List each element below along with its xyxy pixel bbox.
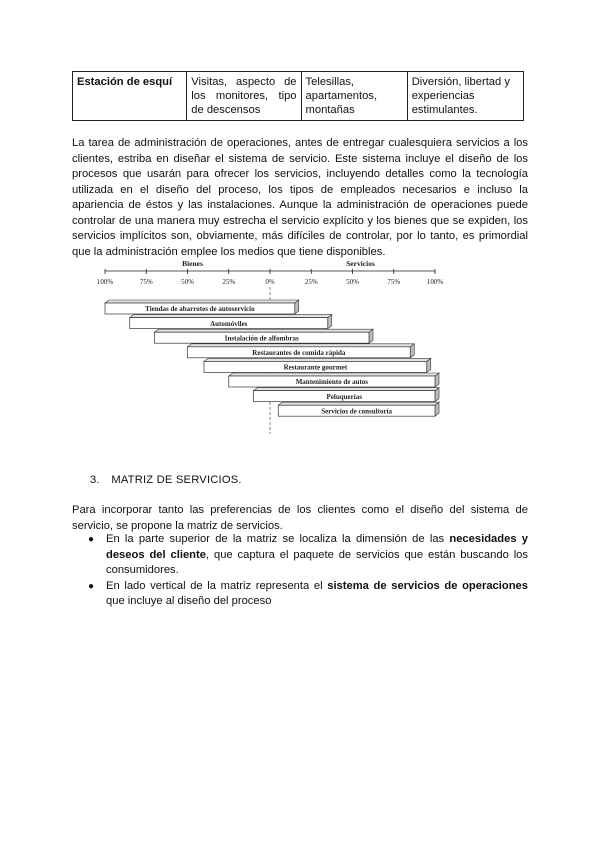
- bar-top: [229, 373, 439, 376]
- tick-label: 25%: [222, 278, 236, 286]
- section-heading: [90, 474, 242, 486]
- chart-svg: [95, 258, 455, 434]
- bullet-bold: necesidades y deseos del cliente: [106, 533, 528, 561]
- axis-group-label-services: Servicios: [346, 259, 375, 268]
- bullet-item: [84, 579, 528, 610]
- bar-top: [204, 358, 431, 361]
- bar-label: Servicios de consultoría: [321, 407, 393, 416]
- table-cell-implicit: Diversión, libertad y experiencias estimulantes.: [407, 72, 523, 121]
- bullet-bold: sistema de servicios de operaciones: [327, 579, 528, 592]
- tick-label: 25%: [304, 278, 318, 286]
- bullet-pre: En la parte superior de la matriz se localiza la dimensión de las: [106, 533, 450, 545]
- bar-top: [130, 315, 332, 318]
- table-cell-facilities: Telesillas, apartamentos, montañas: [301, 72, 407, 121]
- table-row: [73, 72, 524, 121]
- bullet-dot-icon: ●: [88, 580, 95, 592]
- bullet-pre: En lado vertical de la matriz representa el: [106, 579, 328, 592]
- bullet-post: , que captura el paquete de servicios que están buscando los consumidores.: [106, 548, 528, 576]
- section-title: MATRIZ DE SERVICIOS.: [111, 474, 242, 486]
- bar-top: [188, 344, 415, 347]
- bar-label: Restaurante gourmet: [283, 363, 348, 372]
- tick-label: 50%: [346, 278, 359, 286]
- bar-label: Peluquerías: [326, 392, 362, 401]
- goods-services-chart: [95, 258, 455, 434]
- table-cell-service: Estación de esquí: [73, 72, 187, 121]
- bar-top: [254, 388, 440, 391]
- paragraph-operations: La tarea de administración de operaciones, antes de entregar cualesquiera servicios a los clientes, estriba en diseñar el sistema de servicio. Este sistema incluye el diseño de los procesos que usarán para ofrecer los servicios, incluyendo detalles como la tecnología utilizada en el diseño del proceso, los tipos de empleados necesarios e incluso la apariencia de éstos y las instalaciones. Aunque la administración de operaciones puede controlar de una manera muy estrecha el servicio explícito y los bienes que se expiden, los servicios implícitos son, obviamente, más difíciles de controlar, por lo tanto, es primordial que la administración emplee los medios que tiene disponibles.: [72, 137, 528, 258]
- bullet-post: que incluye al diseño del proceso: [106, 595, 272, 607]
- tick-label: 100%: [96, 278, 114, 286]
- axis-group-label-goods: Bienes: [182, 259, 203, 268]
- tick-label: 100%: [426, 278, 444, 286]
- bar-label: Mantenimiento de autos: [295, 378, 369, 387]
- bar-label: Instalación de alfombras: [224, 334, 299, 343]
- bar-label: Restaurantes de comida rápida: [252, 349, 346, 357]
- tick-label: 0%: [265, 278, 275, 286]
- bar-top: [105, 300, 299, 303]
- tick-label: 75%: [139, 278, 153, 286]
- bullet-dot-icon: ●: [88, 534, 95, 545]
- bullet-list: [84, 532, 528, 610]
- tick-label: 75%: [387, 278, 401, 286]
- section-number: 3.: [90, 474, 100, 486]
- tick-label: 50%: [181, 278, 194, 286]
- bullet-item: [84, 532, 528, 579]
- services-table: [72, 71, 524, 121]
- paragraph-matrix-intro: Para incorporar tanto las preferencias de los clientes como el diseño del sistema de servicio, se propone la matriz de servicios.: [72, 504, 528, 532]
- bar-top: [155, 329, 374, 332]
- bar-label: Tiendas de abarrotes de autoservicio: [145, 305, 255, 314]
- table-cell-explicit: Visitas, aspecto de los monitores, tipo de descensos: [187, 72, 301, 121]
- bar-label: Automóviles: [210, 319, 248, 328]
- bar-top: [278, 402, 439, 405]
